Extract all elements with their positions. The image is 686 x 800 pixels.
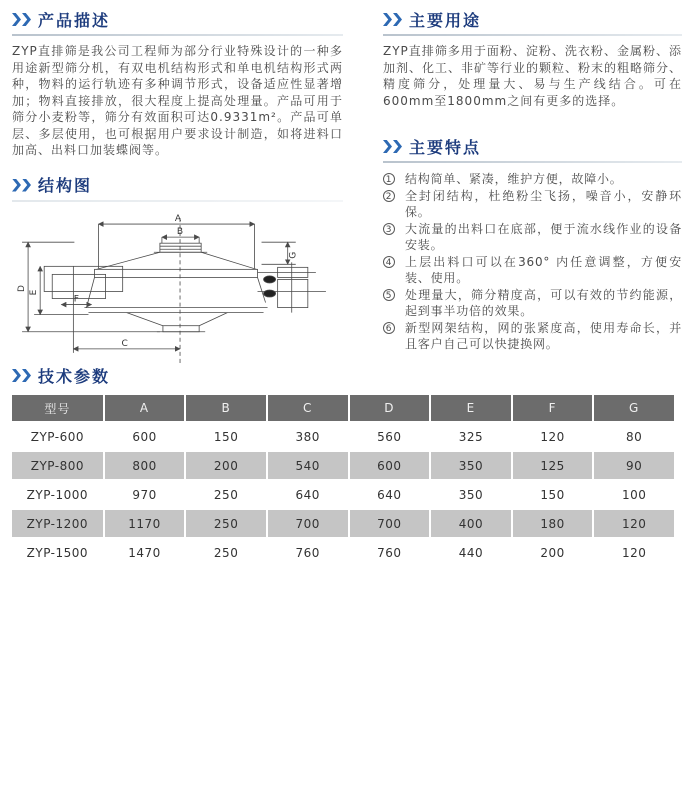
dim-label-b: B — [176, 226, 184, 237]
table-cell: 380 — [268, 423, 348, 450]
table-cell: 200 — [513, 539, 593, 566]
table-cell: ZYP-1200 — [12, 510, 103, 537]
table-cell: 760 — [268, 539, 348, 566]
table-cell: 700 — [268, 510, 348, 537]
table-cell: 125 — [513, 452, 593, 479]
table-cell: 180 — [513, 510, 593, 537]
table-cell: 600 — [350, 452, 430, 479]
section-divider — [12, 200, 343, 202]
list-item — [383, 254, 682, 287]
section-divider — [383, 161, 682, 163]
table-cell: ZYP-800 — [12, 452, 103, 479]
table-row — [12, 510, 674, 537]
table-cell: 640 — [268, 481, 348, 508]
technical-parameters-section — [12, 364, 676, 568]
circled-number: 5 — [383, 289, 395, 301]
section-header-main-uses — [383, 8, 682, 30]
table-cell: 100 — [594, 481, 674, 508]
section-divider — [383, 34, 682, 36]
circled-number: 2 — [383, 190, 395, 202]
table-row — [12, 452, 674, 479]
circled-number: 4 — [383, 256, 395, 268]
main-uses-text: ZYP直排筛多用于面粉、淀粉、洗衣粉、金属粉、添加剂、化工、非矿等行业的颗粒、粉末的粗略筛分、精度筛分，处理量大、易与生产线结合。可在600mm至1800mm之间有更多的选择。 — [383, 44, 683, 108]
table-cell: ZYP-1500 — [12, 539, 103, 566]
column-header: 型号 — [12, 395, 103, 421]
table-cell: 80 — [594, 423, 674, 450]
feature-text: 处理量大，筛分精度高，可以有效的节约能源，起到事半功倍的效果。 — [405, 287, 682, 318]
table-cell: 600 — [105, 423, 185, 450]
table-cell: 90 — [594, 452, 674, 479]
table-cell: 200 — [186, 452, 266, 479]
left-column — [12, 8, 343, 377]
column-header: F — [513, 395, 593, 421]
table-cell: 800 — [105, 452, 185, 479]
table-cell: 400 — [431, 510, 511, 537]
right-column — [383, 8, 682, 353]
column-header: A — [105, 395, 185, 421]
table-cell: 560 — [350, 423, 430, 450]
section-header-main-features — [383, 135, 682, 157]
table-cell: 120 — [594, 510, 674, 537]
circled-number: 3 — [383, 223, 395, 235]
parameters-table — [10, 393, 676, 568]
section-title: 主要特点 — [409, 137, 482, 157]
table-cell: 640 — [350, 481, 430, 508]
list-item — [383, 221, 682, 254]
section-title: 技术参数 — [38, 366, 111, 386]
feature-text: 上层出料口可以在360° 内任意调整，方便安装、使用。 — [405, 254, 682, 285]
list-item — [383, 171, 682, 188]
column-header: B — [186, 395, 266, 421]
table-cell: 1170 — [105, 510, 185, 537]
table-cell: 350 — [431, 452, 511, 479]
table-cell: 700 — [350, 510, 430, 537]
table-cell: 540 — [268, 452, 348, 479]
feature-text: 全封闭结构，杜绝粉尘飞扬，噪音小，安静环保。 — [405, 188, 682, 219]
double-chevron-icon — [383, 13, 402, 26]
circled-number: 6 — [383, 322, 395, 334]
table-cell: 760 — [350, 539, 430, 566]
section-header-product-description — [12, 8, 343, 30]
list-item — [383, 188, 682, 221]
table-cell: 120 — [594, 539, 674, 566]
dim-label-d: D — [17, 284, 28, 292]
table-cell: 350 — [431, 481, 511, 508]
feature-text: 新型网架结构，网的张紧度高，使用寿命长，并且客户自己可以快捷换网。 — [405, 320, 682, 351]
table-cell: 250 — [186, 481, 266, 508]
table-cell: 325 — [431, 423, 511, 450]
double-chevron-icon — [12, 179, 31, 192]
table-cell: 1470 — [105, 539, 185, 566]
column-header: E — [431, 395, 511, 421]
table-cell: 250 — [186, 510, 266, 537]
dim-label-f: F — [73, 294, 79, 305]
double-chevron-icon — [383, 140, 402, 153]
table-row — [12, 539, 674, 566]
list-item — [383, 320, 682, 353]
feature-text: 结构简单、紧凑，维护方便，故障小。 — [405, 172, 623, 186]
structure-diagram-drawing — [14, 212, 336, 373]
section-title: 主要用途 — [409, 10, 482, 30]
product-description-text: ZYP直排筛是我公司工程师为部分行业特殊设计的一种多用途新型筛分机，有双电机结构形式和单电机结构形式两种，物料的运行轨迹有多种调节形式，设备适应性显著增加；物料直接排放，很大程度上提高处理量。产品可用于筛分小麦粉等，筛分有效面积可达0.9331m²。产品可单层、多层使用，也可根据用户要求设计制造，如将进料口加高、出料口加装蝶阀等。 — [12, 44, 343, 157]
table-header-row — [12, 395, 674, 421]
table-cell: 970 — [105, 481, 185, 508]
section-header-structure-diagram — [12, 174, 343, 196]
column-header: G — [594, 395, 674, 421]
column-header: D — [350, 395, 430, 421]
table-row — [12, 481, 674, 508]
circled-number: 1 — [383, 173, 395, 185]
dim-label-a: A — [174, 213, 182, 224]
dim-label-c: C — [121, 338, 128, 349]
section-divider — [12, 34, 343, 36]
list-item — [383, 287, 682, 320]
dim-label-e: E — [29, 289, 40, 295]
table-cell: 150 — [513, 481, 593, 508]
table-row — [12, 423, 674, 450]
table-cell: 150 — [186, 423, 266, 450]
double-chevron-icon — [12, 369, 31, 382]
table-cell: ZYP-1000 — [12, 481, 103, 508]
feature-list — [383, 171, 682, 353]
section-title: 结构图 — [38, 176, 93, 195]
dim-label-g: G — [288, 251, 299, 259]
table-cell: 440 — [431, 539, 511, 566]
table-cell: 250 — [186, 539, 266, 566]
double-chevron-icon — [12, 13, 31, 26]
section-title: 产品描述 — [38, 10, 111, 30]
section-header-technical-parameters — [12, 364, 676, 386]
table-cell: ZYP-600 — [12, 423, 103, 450]
table-cell: 120 — [513, 423, 593, 450]
feature-text: 大流量的出料口在底部，便于流水线作业的设备安装。 — [405, 221, 682, 252]
column-header: C — [268, 395, 348, 421]
